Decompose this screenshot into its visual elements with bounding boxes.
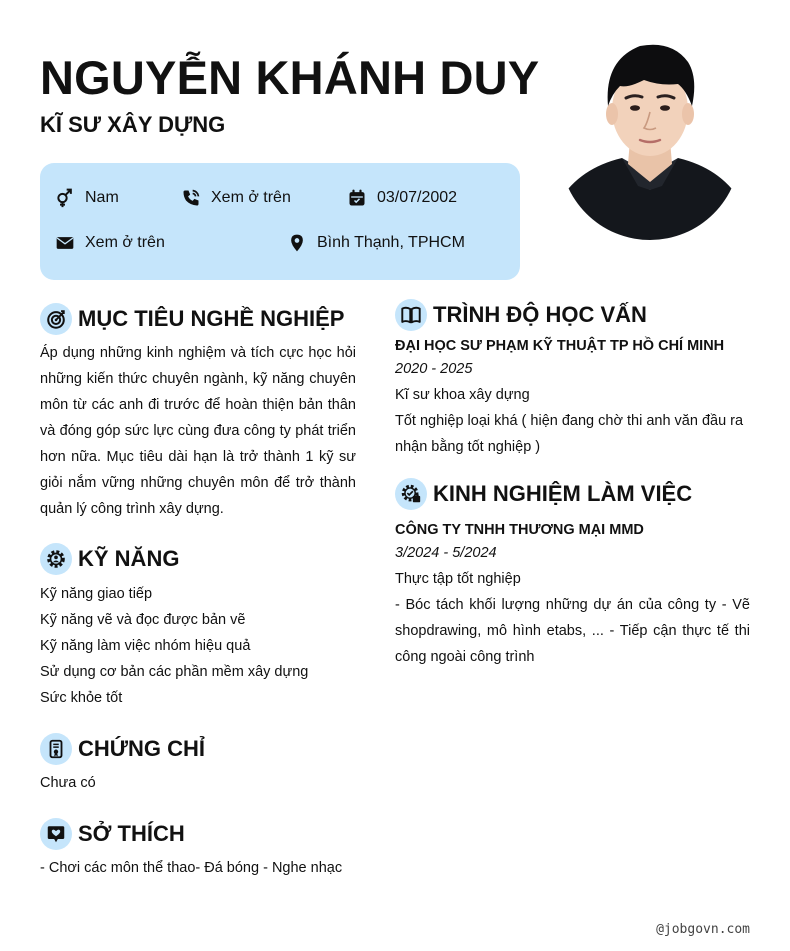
- certificates-section-title: [40, 733, 205, 765]
- email-text: Xem ở trên: [85, 234, 165, 251]
- target-icon: [40, 303, 72, 335]
- education-school: ĐẠI HỌC SƯ PHẠM KỸ THUẬT TP HỒ CHÍ MINH: [395, 338, 725, 354]
- contact-phone: [180, 187, 291, 209]
- hobbies-title: SỞ THÍCH: [78, 821, 185, 846]
- certificate-icon: [40, 733, 72, 765]
- calendar-icon: [346, 187, 368, 209]
- envelope-icon: [54, 232, 76, 254]
- gear-briefcase-icon: [395, 478, 427, 510]
- phone-icon: [180, 187, 202, 209]
- gender-text: Nam: [85, 189, 119, 206]
- experience-description: - Bóc tách khối lượng những dự án của công ty - Vẽ shopdrawing, mô hình etabs, ... - Tiếp cận thực tế thi công ngoài công trình: [395, 597, 750, 665]
- skill-item: Sức khỏe tốt: [40, 690, 123, 706]
- address-text: Bình Thạnh, TPHCM: [317, 234, 465, 251]
- candidate-role: KĨ SƯ XÂY DỰNG: [40, 112, 226, 137]
- education-period: 2020 - 2025: [395, 361, 473, 377]
- hobbies-text: - Chơi các môn thể thao- Đá bóng - Nghe nhạc: [40, 860, 343, 876]
- avatar: [560, 40, 740, 240]
- experience-position: Thực tập tốt nghiệp: [395, 571, 521, 587]
- objective-text: Áp dụng những kinh nghiệm và tích cực học hỏi những kiến thức chuyên ngành, kỹ năng chuyên môn từ các anh đi trước để hoàn thiện bản thân và đóng góp sức lực cùng đưa công ty phát triển hơn nữa. Mục tiêu dài hạn là trở thành 1 kỹ sư giỏi nắm vững những chuyên môn để trở thành quản lý công trình xây dựng.: [40, 345, 356, 517]
- map-pin-icon: [286, 232, 308, 254]
- education-note: Tốt nghiệp loại khá ( hiện đang chờ thi anh văn đầu ra nhận bằng tốt nghiệp ): [395, 413, 744, 455]
- skills-section-title: [40, 543, 179, 575]
- watermark: @jobgovn.com: [656, 922, 750, 937]
- objective-title: MỤC TIÊU NGHỀ NGHIỆP: [78, 306, 345, 331]
- certificates-title: CHỨNG CHỈ: [78, 736, 206, 761]
- experience-company: CÔNG TY TNHH THƯƠNG MẠI MMD: [395, 522, 644, 538]
- skill-item: Sử dụng cơ bản các phần mềm xây dựng: [40, 664, 309, 680]
- education-section-title: [395, 299, 647, 331]
- contact-email: [54, 232, 165, 254]
- experience-period: 3/2024 - 5/2024: [395, 545, 497, 561]
- book-icon: [395, 299, 427, 331]
- birthday-text: 03/07/2002: [377, 189, 458, 206]
- candidate-name: NGUYỄN KHÁNH DUY: [40, 51, 540, 104]
- contact-panel: [40, 163, 520, 280]
- certificates-text: Chưa có: [40, 775, 96, 791]
- contact-gender: [54, 187, 119, 209]
- contact-birthday: [346, 187, 457, 209]
- phone-text: Xem ở trên: [211, 189, 291, 206]
- hobbies-section-title: [40, 818, 185, 850]
- skill-item: Kỹ năng giao tiếp: [40, 586, 153, 602]
- experience-title: KINH NGHIỆM LÀM VIỆC: [433, 481, 693, 506]
- education-major: Kĩ sư khoa xây dựng: [395, 387, 530, 403]
- education-title: TRÌNH ĐỘ HỌC VẤN: [433, 302, 647, 327]
- skill-item: Kỹ năng vẽ và đọc được bản vẽ: [40, 612, 246, 628]
- contact-address: [286, 232, 465, 254]
- skills-title: KỸ NĂNG: [78, 546, 180, 571]
- skill-item: Kỹ năng làm việc nhóm hiệu quả: [40, 638, 251, 654]
- gender-icon: [54, 187, 76, 209]
- gear-user-icon: [40, 543, 72, 575]
- experience-section-title: [395, 478, 692, 510]
- heart-chat-icon: [40, 818, 72, 850]
- objective-section-title: [40, 303, 344, 335]
